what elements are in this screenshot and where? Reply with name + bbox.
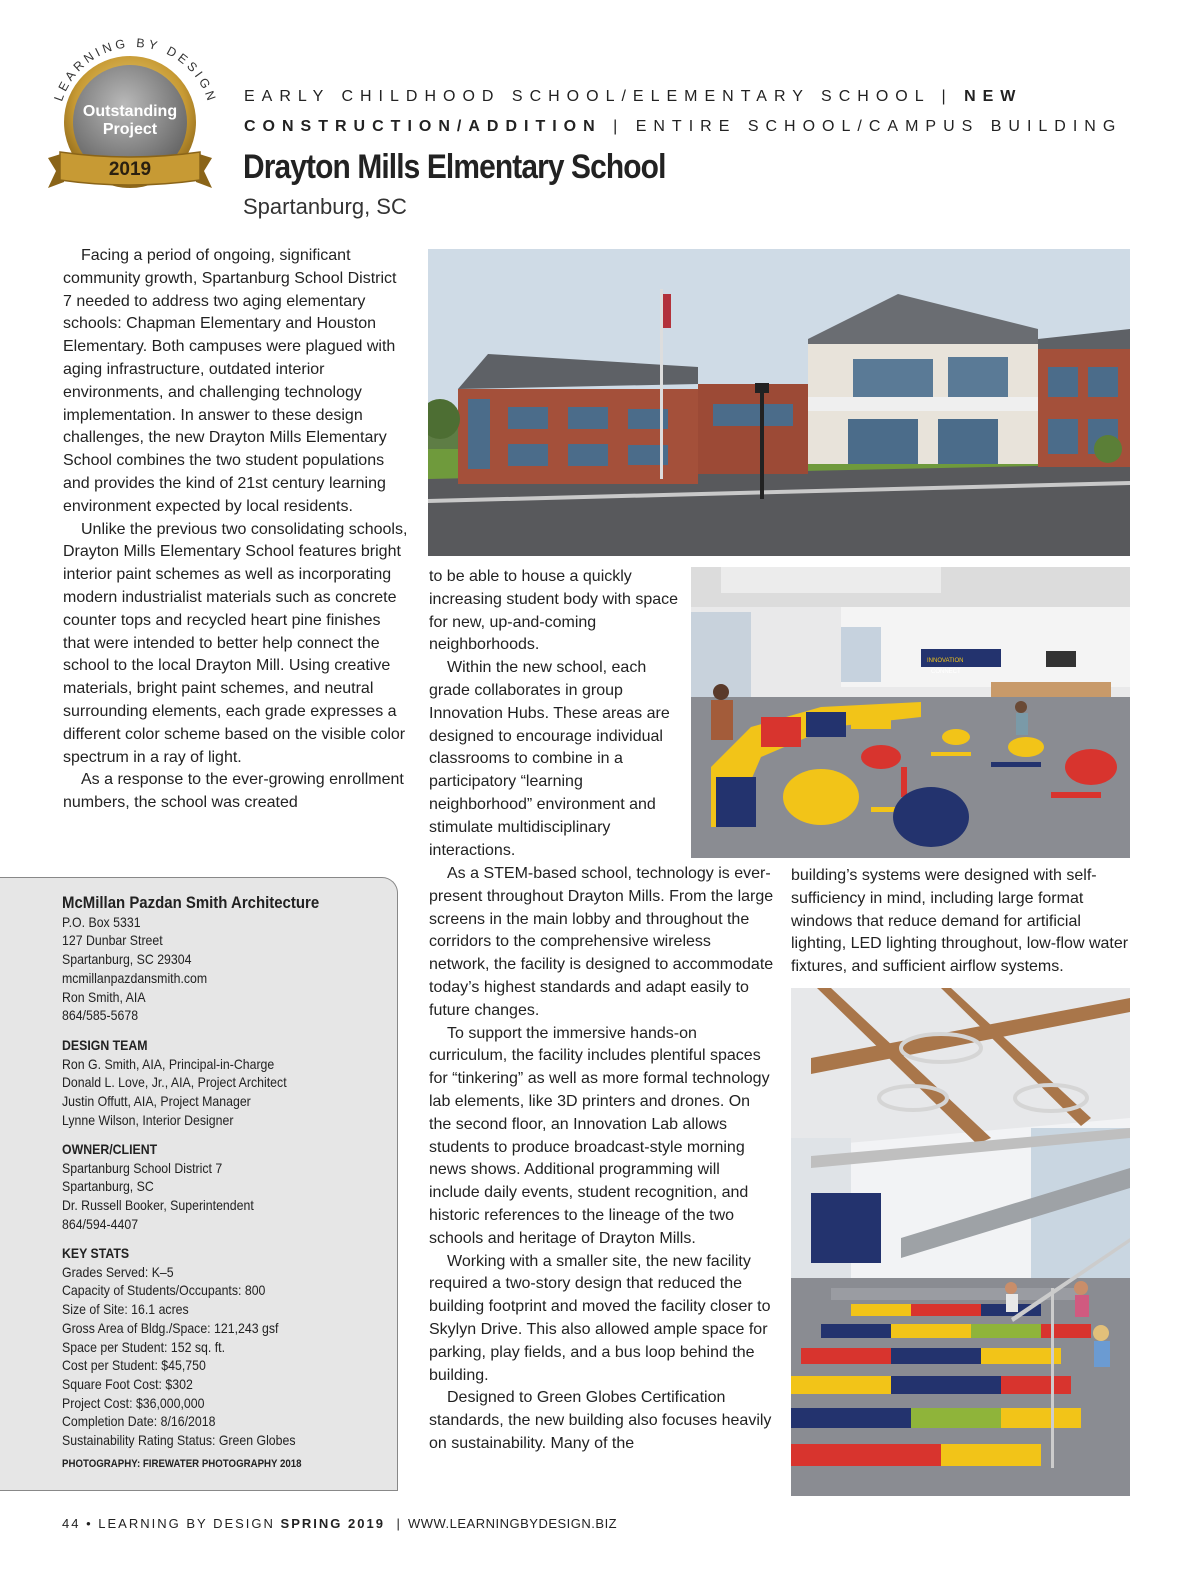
firm-line: 127 Dunbar Street [62,932,163,949]
category-line-1 [244,88,1022,106]
firm-block [62,894,319,1025]
stat-line: Gross Area of Bldg./Space: 121,243 gsf [62,1319,279,1336]
hub-sign-text: INNOVATION [927,658,964,664]
exterior-photo [428,249,1130,556]
body-paragraph: As a STEM-based school, technology is ever-present throughout Drayton Mills. From the large screens in the main lobby and throughout the corridors to the comprehensive wireless network, the facility is designed to accommodate today’s highest standards and adapt easily to future changes. [429,865,774,1019]
category-regular-1: EARLY CHILDHOOD SCHOOL/ELEMENTARY SCHOOL | [244,88,965,105]
stat-line: Size of Site: 16.1 acres [62,1301,189,1318]
badge-year: 2019 [108,159,152,180]
firm-line: P.O. Box 5331 [62,913,141,930]
stat-line: Cost per Student: $45,750 [62,1357,206,1374]
category-bold-2: CONSTRUCTION/ADDITION [244,118,602,135]
firm-name: McMillan Pazdan Smith Architecture [62,893,320,912]
badge-line1: Outstanding [82,103,178,120]
category-line-2 [244,118,1122,136]
body-paragraph: Within the new school, each grade collaborates in group Innovation Hubs. These areas are designed to encourage individual classrooms to combine in a participatory “learning neighborhood” environment and stimulate multidisciplinary interactions. [429,659,670,859]
body-paragraph: To support the immersive hands-on curriculum, the facility includes plentiful spaces for “tinkering” as well as more formal technology lab elements, like 3D printers and drones. On the second floor, an Innovation Lab allows students to produce broadcast-style morning news shows. Additional programming will include daily events, student recognition, and historic references to the lineage of the two schools and heritage of Drayton Mills. [429,1024,770,1247]
stat-line: Sustainability Rating Status: Green Globes [62,1432,296,1449]
stat-line: Project Cost: $36,000,000 [62,1394,205,1411]
body-paragraph: to be able to house a quickly increasing student body with space for new, up-and-coming neighborhoods. [429,568,679,654]
body-paragraph: As a response to the ever-growing enrollment numbers, the school was created [63,771,404,812]
stat-line: Space per Student: 152 sq. ft. [62,1338,226,1355]
body-paragraph: Facing a period of ongoing, significant community growth, Spartanburg School District 7 needed to address two aging elementary schools: Chapman Elementary and Houston Elementary. Both campuses were plagued with aging infrastructure, outdated interior environments, and challenging technology implementation. In answer to these design challenges, the new Drayton Mills Elementary School combines the two student populations and provides the kind of 21st century learning environment expected by local residents. [63,247,397,515]
firm-line: 864/585-5678 [62,1007,139,1024]
body-paragraph: building’s systems were designed with self-sufficiency in mind, including large format windows that reduce demand for artificial lighting, LED lighting throughout, low-flow water fixtures, and sufficient airflow systems. [791,867,1129,976]
body-column-3 [791,865,1131,979]
stat-line: Grades Served: K–5 [62,1263,174,1280]
badge-line2: Project [102,121,158,138]
owner-line: Spartanburg, SC [62,1178,154,1195]
owner-line: 864/594-4407 [62,1215,139,1232]
body-column-2-lower [429,863,774,1456]
photo-credit: PHOTOGRAPHY: FIREWATER PHOTOGRAPHY 2018 [62,1458,302,1470]
page-footer [62,1516,617,1531]
issue-label: SPRING 2019 [280,1516,385,1531]
team-line: Lynne Wilson, Interior Designer [62,1111,234,1128]
innovation-hub-photo [691,567,1130,858]
team-line: Donald L. Love, Jr., AIA, Project Architect [62,1074,287,1091]
body-paragraph: Designed to Green Globes Certification standards, the new building also focuses heavily on sustainability. Many of the [429,1389,772,1452]
hub-sign-text-2: CONNECT [931,669,961,675]
design-team-heading: DESIGN TEAM [62,1037,148,1053]
article-location: Spartanburg, SC [243,194,407,219]
page-number: 44 [62,1516,81,1531]
body-column-1 [63,245,408,815]
owner-line: Dr. Russell Booker, Superintendent [62,1197,254,1214]
body-paragraph: Unlike the previous two consolidating schools, Drayton Mills Elementary School features bright interior paint schemes as well as incorporating modern industrialist materials such as concrete counter tops and recycled heart pine finishes that were intended to better help connect the school to the local Drayton Mill. Using creative materials, bright paint schemes, and neutral surrounding elements, each grade expresses a different color scheme based on the visible color spectrum in a ray of light. [63,520,408,766]
website-link[interactable]: WWW.LEARNINGBYDESIGN.BIZ [407,1516,618,1531]
footer-divider: | [396,1516,402,1531]
key-stats-heading: KEY STATS [62,1245,130,1261]
owner-client-heading: OWNER/CLIENT [62,1141,158,1157]
firm-line: Ron Smith, AIA [62,988,146,1005]
team-line: Ron G. Smith, AIA, Principal-in-Charge [62,1055,275,1072]
footer-bullet: • [86,1516,93,1531]
team-line: Justin Offutt, AIA, Project Manager [62,1093,251,1110]
learning-stair-photo [791,988,1130,1496]
stat-line: Square Foot Cost: $302 [62,1375,193,1392]
category-regular-2: | ENTIRE SCHOOL/CAMPUS BUILDING [601,118,1123,135]
category-bold-1: NEW [964,88,1023,105]
publication-name: LEARNING BY DESIGN [98,1516,275,1531]
firm-line: Spartanburg, SC 29304 [62,951,192,968]
owner-line: Spartanburg School District 7 [62,1159,223,1176]
body-paragraph: Working with a smaller site, the new facility required a two-story design that reduced the building footprint and moved the facility closer to Skylyn Drive. This also allowed ample space for parking, play fields, and a bus loop behind the building. [429,1252,771,1384]
stat-line: Completion Date: 8/16/2018 [62,1413,216,1430]
badge-arc-text: LEARNING BY DESIGN [51,35,220,106]
article-title: Drayton Mills Elmentary School [243,148,666,186]
stat-line: Capacity of Students/Occupants: 800 [62,1282,266,1299]
design-team-block [62,1036,287,1130]
firm-line: mcmillanpazdansmith.com [62,969,208,986]
owner-client-block [62,1140,254,1234]
key-stats-block [62,1244,296,1450]
outstanding-project-badge [40,30,230,220]
body-column-2-upper [429,566,684,862]
